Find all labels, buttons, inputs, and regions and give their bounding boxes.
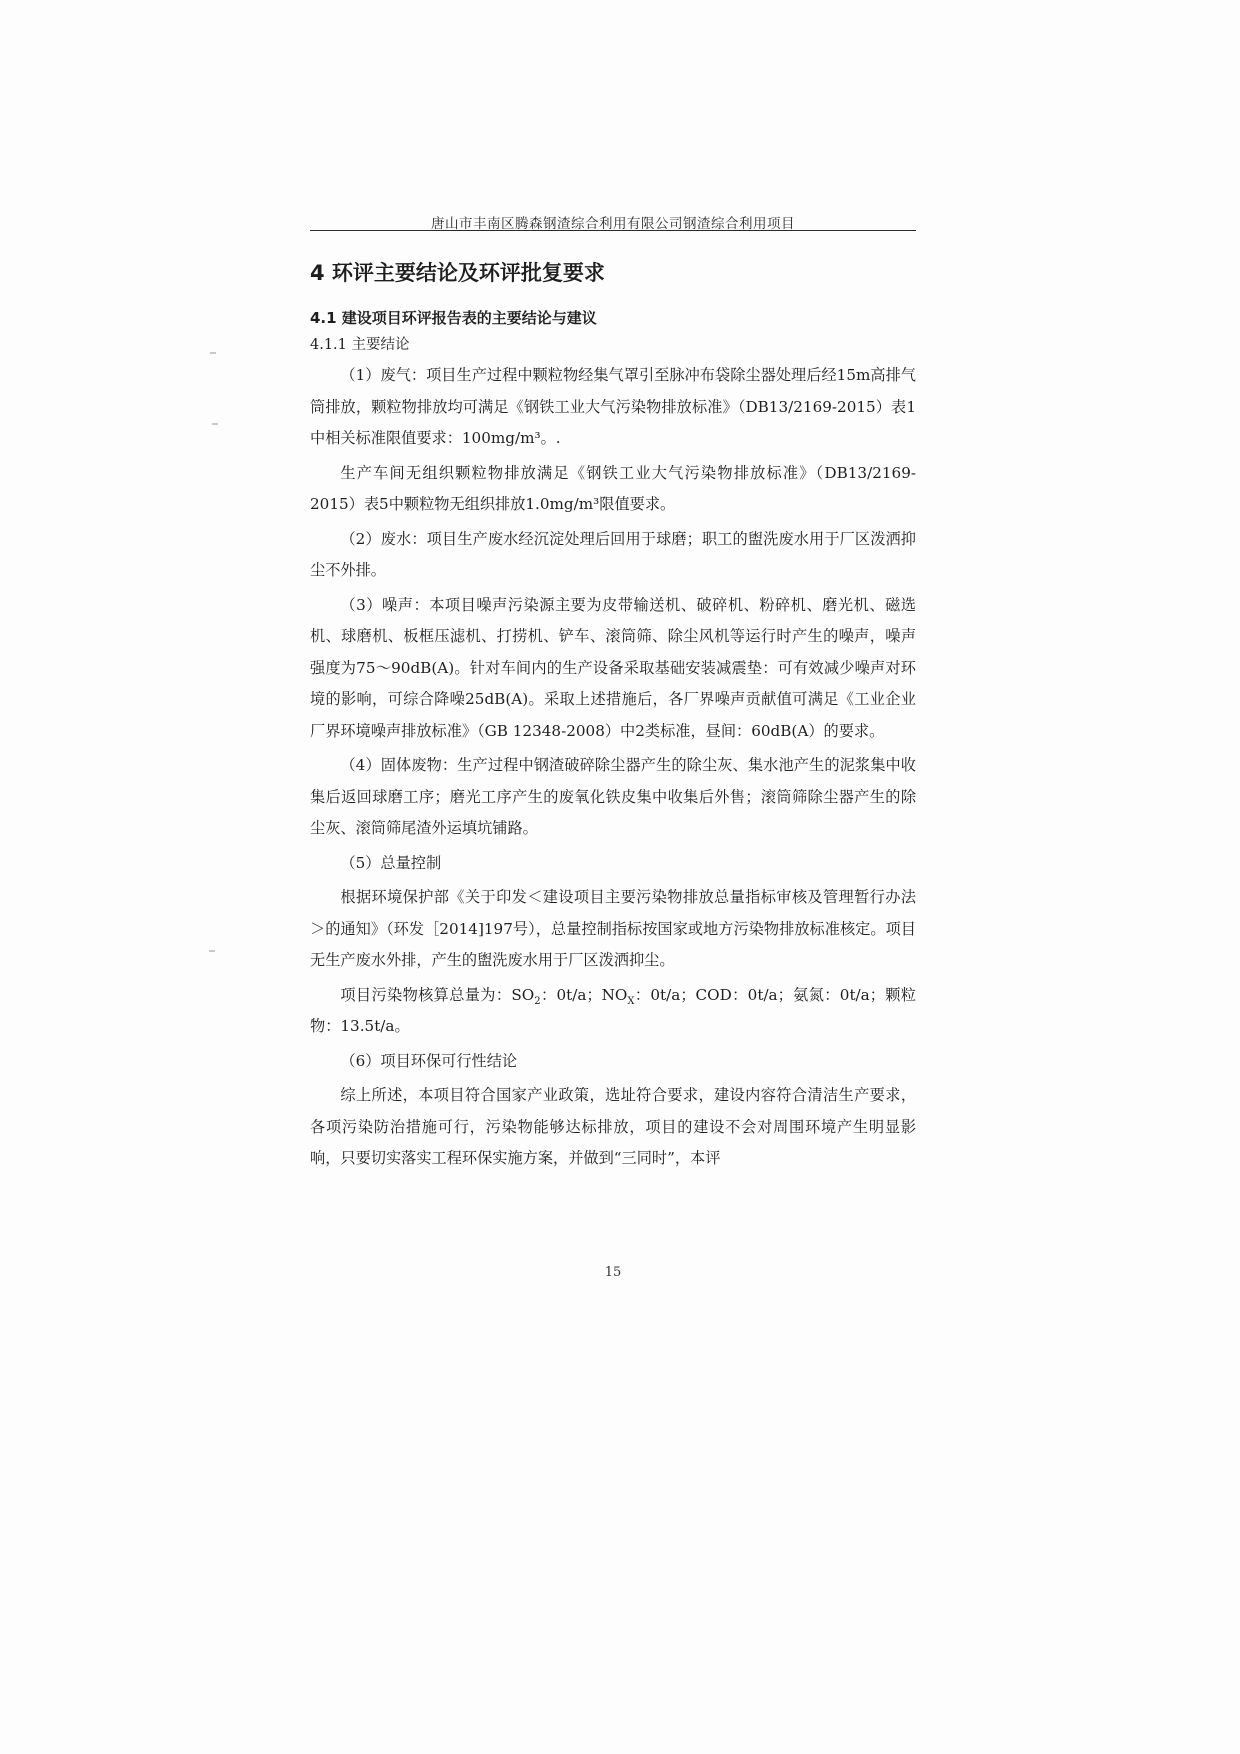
paragraph-noise: （3）噪声：本项目噪声污染源主要为皮带输送机、破碎机、粉碎机、磨光机、磁选机、球磨机、板框压滤机、打捞机、铲车、滚筒筛、除尘风机等运行时产生的噪声，噪声强度为75～90dB(A)。针对车间内的生产设备采取基础安装减震垫：可有效减少噪声对环境的影响，可综合降噪25dB(A)。采取上述措施后，各厂界噪声贡献值可满足《工业企业厂界环境噪声排放标准》（GB 12348-2008）中2类标准，昼间：60dB(A）的要求。: [310, 595, 916, 740]
subsection-title: 4.1.1 主要结论: [310, 337, 410, 353]
paragraph-solid-waste: （4）固体废物：生产过程中钢渣破碎除尘器产生的除尘灰、集水池产生的泥浆集中收集后返回球磨工序；磨光工序产生的废氧化铁皮集中收集后外售；滚筒筛除尘器产生的除尘灰、滚筒筛尾渣外运填坑铺路。: [310, 756, 916, 837]
scan-artifact: [209, 950, 215, 952]
subscript: X: [627, 995, 635, 1007]
text-segment: 项目污染物核算总量为：SO: [340, 985, 535, 1004]
paragraph-pollutant-totals: [310, 980, 916, 1043]
document-body: [310, 258, 916, 1178]
scan-artifact: [210, 352, 216, 354]
item-feasibility-title: （6）项目环保可行性结论: [340, 1051, 518, 1070]
text-segment: ：0t/a；NO: [540, 985, 628, 1004]
paragraph-fugitive-emission: 生产车间无组织颗粒物排放满足《钢铁工业大气污染物排放标准》（DB13/2169-2015）表5中颗粒物无组织排放1.0mg/m³限值要求。: [310, 463, 916, 513]
text-segment: ：0t/a；COD：0t/a；氨氮：0t/a；颗粒物：13.5t/a。: [310, 985, 916, 1035]
paragraph-exhaust-gas: （1）废气：项目生产过程中颗粒物经集气罩引至脉冲布袋除尘器处理后经15m高排气筒排放，颗粒物排放均可满足《钢铁工业大气污染物排放标准》（DB13/2169-2015）表1中相关标准限值要求：100mg/m³。.: [310, 366, 916, 447]
scan-artifact: [212, 423, 218, 425]
paragraph-total-control: 根据环境保护部《关于印发＜建设项目主要污染物排放总量指标审核及管理暂行办法＞的通知》（环发［2014]197号），总量控制指标按国家或地方污染物排放标准核定。项目无生产废水外排，产生的盥洗废水用于厂区泼洒抑尘。: [310, 888, 916, 969]
chapter-title: 4 环评主要结论及环评批复要求: [310, 261, 605, 285]
page-number: 15: [604, 1265, 622, 1280]
running-header: 唐山市丰南区腾森钢渣综合利用有限公司钢渣综合利用项目: [431, 216, 795, 232]
subscript: 2: [534, 995, 541, 1007]
section-title: 4.1 建设项目环评报告表的主要结论与建议: [310, 309, 597, 327]
paragraph-wastewater: （2）废水：项目生产废水经沉淀处理后回用于球磨；职工的盥洗废水用于厂区泼洒抑尘不外排。: [310, 529, 916, 579]
item-total-control-title: （5）总量控制: [340, 853, 442, 872]
header-rule: [310, 230, 916, 231]
paragraph-feasibility-conclusion: 综上所述，本项目符合国家产业政策，选址符合要求，建设内容符合清洁生产要求，各项污染防治措施可行，污染物能够达标排放，项目的建设不会对周围环境产生明显影响，只要切实落实工程环保实施方案，并做到“三同时”，本评: [310, 1086, 916, 1167]
